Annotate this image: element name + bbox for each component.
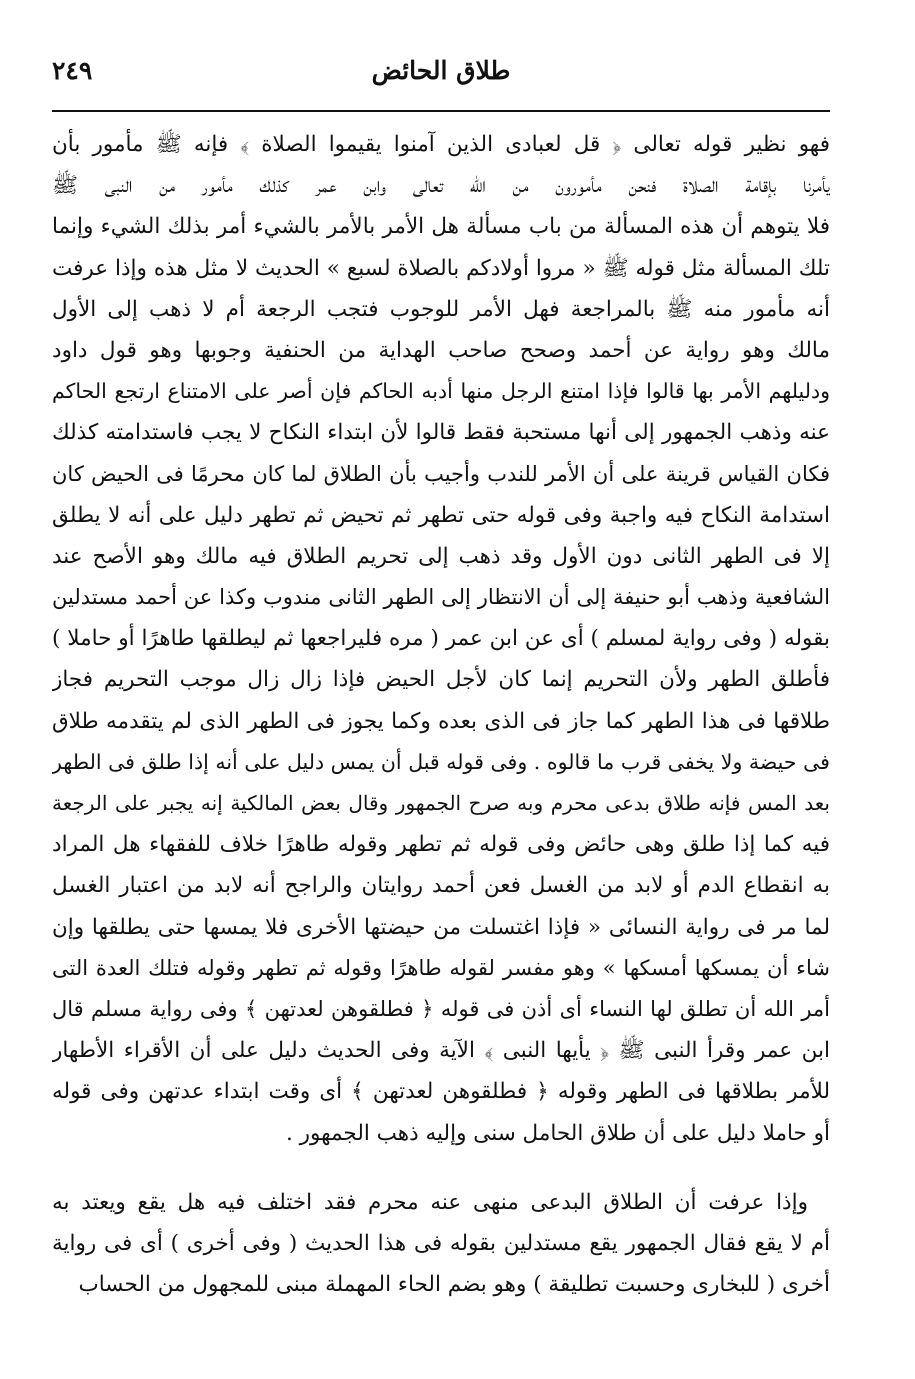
body-text xyxy=(52,124,830,1305)
text-line: أو حاملا دليل على أن طلاق الحامل سنى وإليه ذهب الجمهور . xyxy=(285,1120,830,1146)
text-line: ودليلهم الأمر بها قالوا فإذا امتنع الرجل منها أدبه الحاكم فإن أصر على الامتناع ارتجع الحاكم xyxy=(52,379,830,404)
text-line: تلك المسألة مثل قوله ﷺ « مروا أولادكم بالصلاة لسبع » الحديث لا مثل هذه وإذا عرفت xyxy=(52,255,830,281)
text-line: يأمرنا بإقامة الصلاة فنحن مأمورون من الله تعالى وابن عمر كذلك مأمور من النبى ﷺ xyxy=(52,173,830,199)
paragraph-gap xyxy=(52,1154,830,1182)
text-line: فكان القياس قرينة على أن الأمر للندب وأجيب بأن الطلاق لما كان محرمًا فى الحيض كان xyxy=(52,461,830,486)
text-line: استدامة النكاح فيه واجبة وفى قوله حتى تطهر ثم تحيض ثم تطهر دليل على أنه لا يطلق xyxy=(52,502,830,528)
text-line: به انقطاع الدم أو لابد من الغسل فعن أحمد روايتان والراجح أنه لابد من اعتبار الغسل xyxy=(52,873,830,899)
text-line: فى حيضة ولا يخفى قرب ما قالوه . وفى قوله قبل أن يمس دليل على أنه إذا طلق فى الطهر xyxy=(52,749,830,774)
text-line: طلاقها فى هذا الطهر كما جاز فى الذى بعده وكما يجوز فى الطهر الذى لم يتقدمه طلاق xyxy=(52,708,830,734)
text-line: ابن عمر وقرأ النبى ﷺ ﴿ يأيها النبى ﴾ الآية وفى الحديث دليل على أن الأقراء الأطهار xyxy=(52,1038,830,1064)
page-title: طلاق الحائض xyxy=(371,56,511,85)
text-line: للأمر بطلاقها فى الطهر وقوله ﴿ فطلقوهن لعدتهن ﴾ أى وقت ابتداء عدتهن وفى قوله xyxy=(52,1079,830,1105)
paragraph-container xyxy=(52,124,830,1305)
text-line: فأطلق الطهر ولأن التحريم إنما كان لأجل الحيض فإذا زال زال موجب التحريم فجاز xyxy=(52,667,830,693)
text-line: وإذا عرفت أن الطلاق البدعى منهى عنه محرم فقد اختلف فيه هل يقع ويعتد به xyxy=(52,1189,808,1215)
text-line: أنه مأمور منه ﷺ بالمراجعة فهل الأمر للوجوب فتجب الرجعة أم لا ذهب إلى الأول xyxy=(52,296,830,322)
text-line: مالك وهو رواية عن أحمد وصحح صاحب الهداية من الحنفية وجوبها وهو قول داود xyxy=(52,337,830,363)
page-number: ٢٤٩ xyxy=(52,56,93,85)
text-line: لما مر فى رواية النسائى « فإذا اغتسلت من حيضتها الأخرى فلا يمسها حتى يطلقها وإن xyxy=(52,914,830,940)
text-line: بقوله ( وفى رواية لمسلم ) أى عن ابن عمر ( مره فليراجعها ثم ليطلقها طاهرًا أو حاملا ) xyxy=(52,626,830,652)
text-line: فهو نظير قوله تعالى ﴿ قل لعبادى الذين آمنوا يقيموا الصلاة ﴾ فإنه ﷺ مأمور بأن xyxy=(52,132,830,157)
running-head xyxy=(52,52,830,98)
text-line: بعد المس فإنه طلاق بدعى محرم وبه صرح الجمهور وقال بعض المالكية إنه يجبر على الرجعة xyxy=(52,791,830,815)
text-line: أمر الله أن تطلق لها النساء أى أذن فى قوله ﴿ فطلقوهن لعدتهن ﴾ وفى رواية مسلم قال xyxy=(52,996,830,1021)
text-line: أم لا يقع فقال الجمهور يقع مستدلين بقوله فى هذا الحديث ( وفى أخرى ) أى فى رواية xyxy=(52,1230,830,1256)
header-divider xyxy=(52,110,830,112)
paragraph xyxy=(52,1182,830,1306)
paragraph xyxy=(52,124,830,1154)
text-line: فيه كما إذا طلق وهى حائض وفى قوله ثم تطهر وقوله طاهرًا خلاف للفقهاء هل المراد xyxy=(52,832,830,858)
text-line: إلا فى الطهر الثانى دون الأول وقد ذهب إلى تحريم الطلاق فيه مالك وهو الأصح عند xyxy=(52,543,830,569)
text-line: فلا يتوهم أن هذه المسألة من باب مسألة هل الأمر بالأمر بالشيء أمر بذلك الشيء وإنما xyxy=(52,214,830,240)
text-line: الشافعية وذهب أبو حنيفة إلى أن الانتظار إلى الطهر الثانى مندوب وكذا عن أحمد مستدلين xyxy=(52,585,830,610)
text-line: شاء أن يمسكها أمسكها » وهو مفسر لقوله طاهرًا وقوله ثم تطهر وقوله فتلك العدة التى xyxy=(52,955,830,980)
text-line: عنه وذهب الجمهور إلى أنها مستحبة فقط قالوا لأن ابتداء النكاح لا يجب فاستدامته كذلك xyxy=(52,420,830,446)
text-line: أخرى ( للبخارى وحسبت تطليقة ) وهو بضم الحاء المهملة مبنى للمجهول من الحساب xyxy=(78,1272,830,1298)
